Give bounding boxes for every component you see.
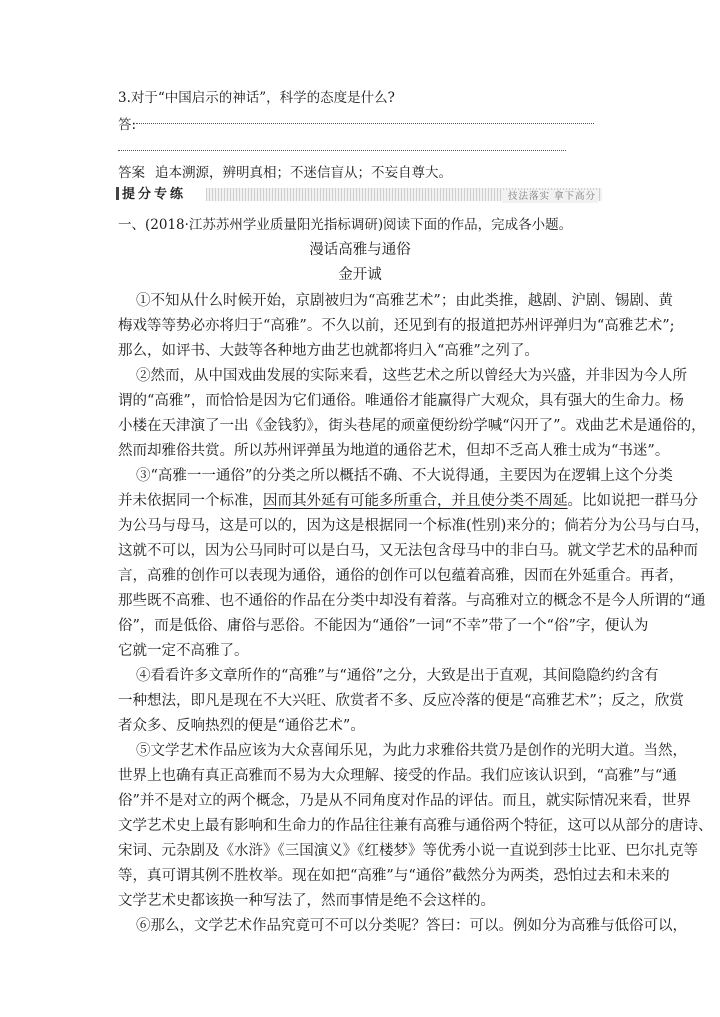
essay-line: ③“高雅一一通俗”的分类之所以概括不确、不大说得通，主要因为在逻辑上这个分类 — [136, 468, 673, 484]
essay-line — [118, 489, 698, 510]
section-banner — [116, 186, 602, 203]
exercise-intro: 一、(2018·江苏苏州学业质量阳光指标调研)阅读下面的作品，完成各小题。 — [118, 217, 573, 233]
essay-line: 为公马与母马，这是可以的，因为这是根据同一个标准(性别)来分的；倘若分为公马与白马， — [118, 518, 710, 534]
answer-label: 答案 — [118, 165, 145, 181]
essay-line: 世界上也确有真正高雅而不易为大众理解、接受的作品。我们应该认识到，“高雅”与“通 — [118, 768, 677, 784]
answer-text: 追本溯源，辨明真相；不迷信盲从；不妄自尊大。 — [155, 165, 452, 181]
essay-line: ②然而，从中国戏曲发展的实际来看，这些艺术之所以曾经大为兴盛，并非因为今人所 — [136, 368, 687, 384]
essay-title: 漫话高雅与通俗 — [309, 242, 411, 258]
essay-text: 。比如说把一群马分 — [567, 493, 698, 509]
essay-line: 它就一定不高雅了。 — [118, 643, 249, 659]
essay-line: 那么，如评书、大鼓等各种地方曲艺也就都将归入“高雅”之列了。 — [118, 343, 539, 359]
dotted-line — [136, 123, 594, 124]
section-bar-icon — [116, 187, 119, 200]
essay-line: 言，高雅的创作可以表现为通俗，通俗的创作可以包蕴着高雅，因而在外延重合。再者， — [118, 568, 684, 584]
section-slogan: 技法落实 拿下高分 — [502, 190, 598, 203]
essay-author: 金开诚 — [338, 267, 382, 283]
underlined-sentence: 因而其外延有可能多所重合，并且使分类不周延 — [263, 493, 568, 509]
essay-line: 宋词、元杂剧及《水浒》《三国演义》《红楼梦》等优秀小说一直说到莎士比亚、巴尔扎克等 — [118, 843, 698, 859]
section-title-block — [116, 186, 202, 203]
essay-line: 文学艺术史上最有影响和生命力的作品往往兼有高雅与通俗两个特征，这可以从部分的唐诗、 — [118, 818, 713, 834]
essay-line: 那些既不高雅、也不通俗的作品在分类中却没有着落。与高雅对立的概念不是今人所谓的“通 — [118, 593, 706, 609]
essay-line: 小楼在天津演了一出《金钱豹》，街头巷尾的顽童便纷纷学喊“闪开了”。戏曲艺术是通俗的， — [118, 418, 706, 434]
essay-line: 者众多、反响热烈的便是“通俗艺术”。 — [118, 718, 365, 734]
essay-line: 等，真可谓其例不胜枚举。现在如把“高雅”与“通俗”截然分为两类，恐怕过去和未来的 — [118, 868, 670, 884]
essay-line: ①不知从什么时候开始，京剧被归为“高雅艺术”；由此类推，越剧、沪剧、锡剧、黄 — [136, 293, 673, 309]
answer-prompt: 答: — [118, 117, 137, 133]
answer-blank-line-1[interactable] — [118, 113, 594, 133]
essay-text: 并未依据同一个标准， — [118, 493, 263, 509]
essay-line: 然而却雅俗共赏。所以苏州评弹虽为地道的通俗艺术，但却不乏高人雅士成为“书迷”。 — [118, 443, 670, 459]
answer-blank-line-2[interactable] — [118, 138, 566, 151]
answer-key — [118, 161, 452, 181]
section-title: 提分专练 — [122, 187, 187, 202]
essay-line: 俗”，而是低俗、庸俗与恶俗。不能因为“通俗”一词“不幸”带了一个“俗”字，便认为 — [118, 618, 649, 634]
essay-line: 文学艺术史都该换一种写法了，然而事情是绝不会这样的。 — [118, 893, 495, 909]
section-stripe — [206, 188, 602, 201]
essay-line: ④看看许多文章所作的“高雅”与“通俗”之分，大致是出于直观，其间隐隐约约含有 — [136, 668, 659, 684]
essay-line: 谓的“高雅”，而恰恰是因为它们通俗。唯通俗才能赢得广大观众，具有强大的生命力。杨 — [118, 393, 684, 409]
essay-line: 梅戏等等势必亦将归于“高雅”。不久以前，还见到有的报道把苏州评弹归为“高雅艺术”; — [118, 318, 675, 334]
essay-line: 俗”并不是对立的两个概念，乃是从不同角度对作品的评估。而且，就实际情况来看，世界 — [118, 793, 691, 809]
essay-line: ⑤文学艺术作品应该为大众喜闻乐见，为此力求雅俗共赏乃是创作的光明大道。当然， — [136, 743, 687, 759]
question-3: 3.对于“中国启示的神话”，科学的态度是什么? — [118, 90, 395, 106]
essay-line: ⑥那么，文学艺术作品究竟可不可以分类呢？答曰：可以。例如分为高雅与低俗可以， — [136, 918, 687, 934]
essay-line: 一种想法，即凡是现在不大兴旺、欣赏者不多、反应冷落的便是“高雅艺术”；反之，欣赏 — [118, 693, 684, 709]
essay-line: 这就不可以，因为公马同时可以是白马，又无法包含母马中的非白马。就文学艺术的品种而 — [118, 543, 698, 559]
